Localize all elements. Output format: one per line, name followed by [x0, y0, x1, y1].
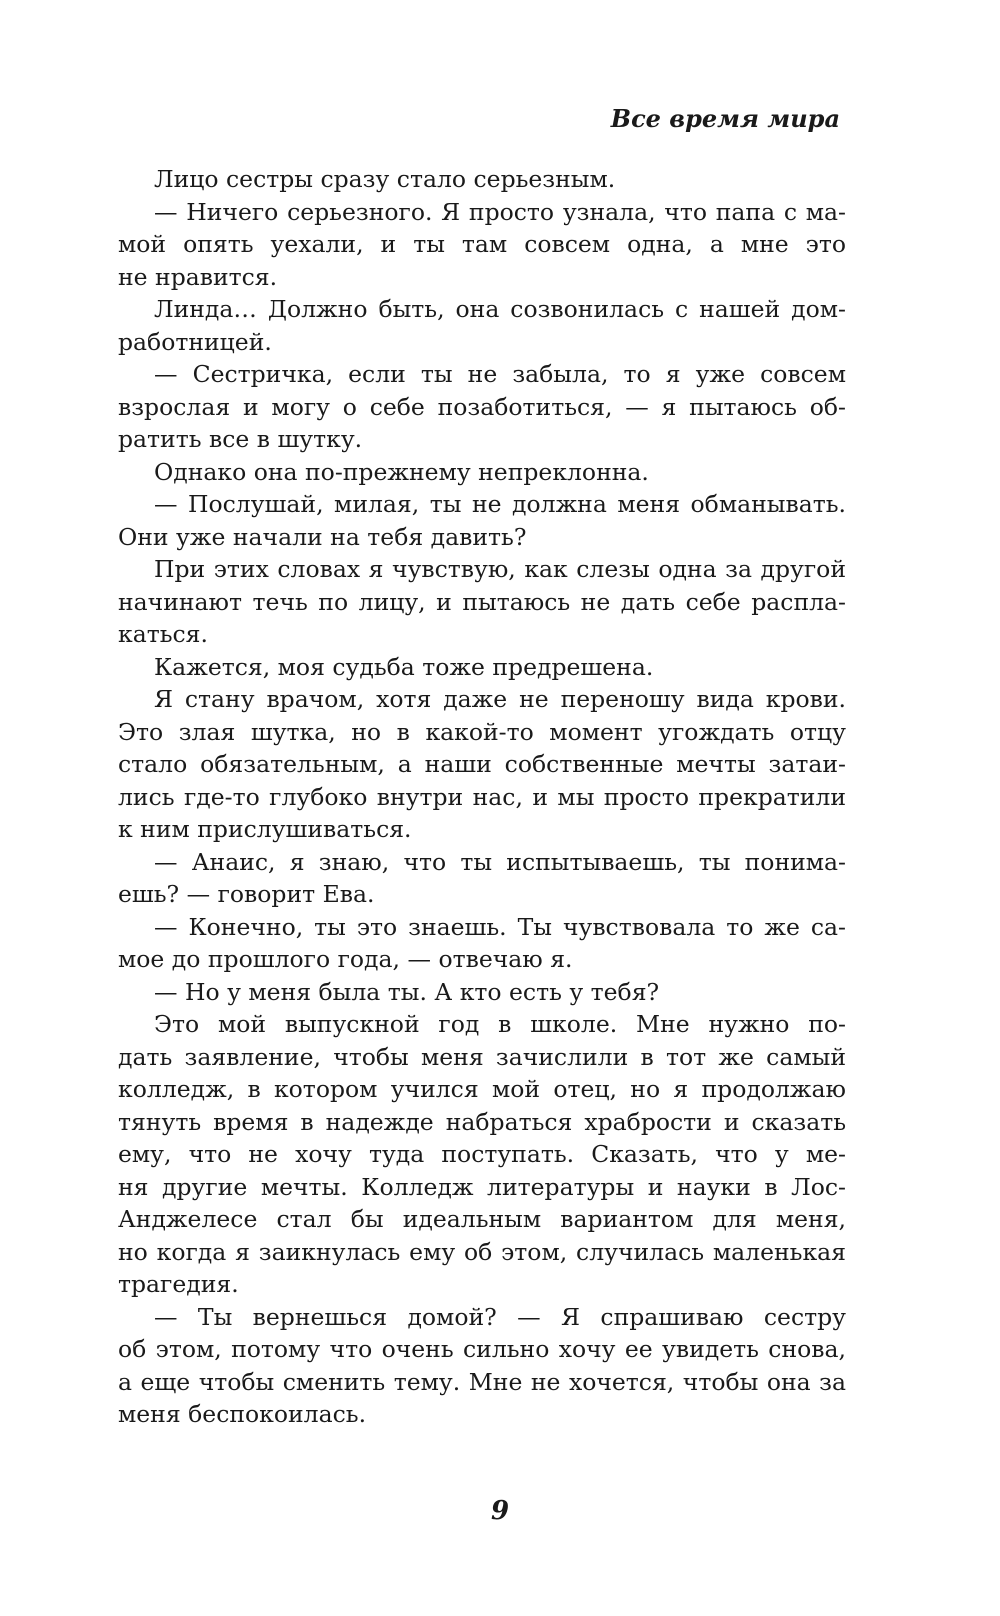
text-line: Это злая шутка, но в какой-то момент угождать отцу — [118, 717, 846, 746]
text-line: ешь? — говорит Ева. — [118, 880, 375, 908]
text-line: не нравится. — [118, 262, 278, 291]
text-line: Кажется, моя судьба тоже предрешена. — [154, 652, 654, 681]
text-line: Лицо сестры сразу стало серьезным. — [154, 165, 616, 193]
text-line: начинают течь по лицу, и пытаюсь не дать себе распла- — [118, 587, 846, 616]
text-line: ему, что не хочу туда поступать. Сказать, что у ме- — [118, 1140, 846, 1168]
text-line: лись где-то глубоко внутри нас, и мы просто прекратили — [118, 782, 846, 811]
text-line: ратить все в шутку. — [118, 425, 363, 453]
page-number: 9 — [490, 1496, 510, 1526]
text-line: колледж, в котором учился мой отец, но я продолжаю — [118, 1075, 846, 1103]
text-line: трагедия. — [118, 1270, 239, 1298]
text-line: ня другие мечты. Колледж литературы и науки в Лос- — [118, 1172, 846, 1201]
text-line: При этих словах я чувствую, как слезы одна за другой — [154, 555, 846, 583]
text-line: об этом, потому что очень сильно хочу ее увидеть снова, — [118, 1335, 846, 1363]
text-line: дать заявление, чтобы меня зачислили в тот же самый — [118, 1042, 846, 1071]
text-line: — Сестричка, если ты не забыла, то я уже совсем — [154, 360, 846, 388]
text-line: — Ничего серьезного. Я просто узнала, что папа с ма- — [154, 197, 846, 226]
running-title: Все время мира — [610, 104, 840, 133]
text-line: Однако она по-прежнему непреклонна. — [154, 457, 649, 486]
text-line: а еще чтобы сменить тему. Мне не хочется, чтобы она за — [118, 1367, 846, 1396]
text-line: каться. — [118, 620, 208, 648]
text-line: меня беспокоилась. — [118, 1400, 367, 1428]
text-line: — Послушай, милая, ты не должна меня обманывать. — [154, 490, 846, 518]
text-line: Они уже начали на тебя давить? — [118, 522, 527, 551]
body-text — [118, 163, 846, 1431]
text-line: тянуть время в надежде набраться храбрости и сказать — [118, 1107, 846, 1136]
text-line: Анджелесе стал бы идеальным вариантом для меня, — [118, 1205, 846, 1233]
text-line: Я стану врачом, хотя даже не переношу вида крови. — [154, 685, 846, 713]
text-line: Линда… Должно быть, она созвонилась с нашей дом- — [154, 295, 846, 323]
text-line: мое до прошлого года, — отвечаю я. — [118, 945, 573, 973]
text-line: — Ты вернешься домой? — Я спрашиваю сестру — [154, 1302, 846, 1331]
text-line: к ним прислушиваться. — [118, 815, 412, 843]
text-line: работницей. — [118, 327, 272, 356]
text-line: Это мой выпускной год в школе. Мне нужно по- — [154, 1010, 846, 1038]
text-line: мой опять уехали, и ты там совсем одна, а мне это — [118, 230, 846, 258]
text-line: стало обязательным, а наши собственные мечты затаи- — [118, 750, 846, 778]
text-line: взрослая и могу о себе позаботиться, — я пытаюсь об- — [118, 392, 846, 421]
text-line: но когда я заикнулась ему об этом, случилась маленькая — [118, 1237, 846, 1266]
text-line: — Анаис, я знаю, что ты испытываешь, ты понима- — [154, 847, 846, 876]
text-line: — Конечно, ты это знаешь. Ты чувствовала то же са- — [154, 912, 846, 941]
text-line: — Но у меня была ты. А кто есть у тебя? — [154, 977, 660, 1006]
